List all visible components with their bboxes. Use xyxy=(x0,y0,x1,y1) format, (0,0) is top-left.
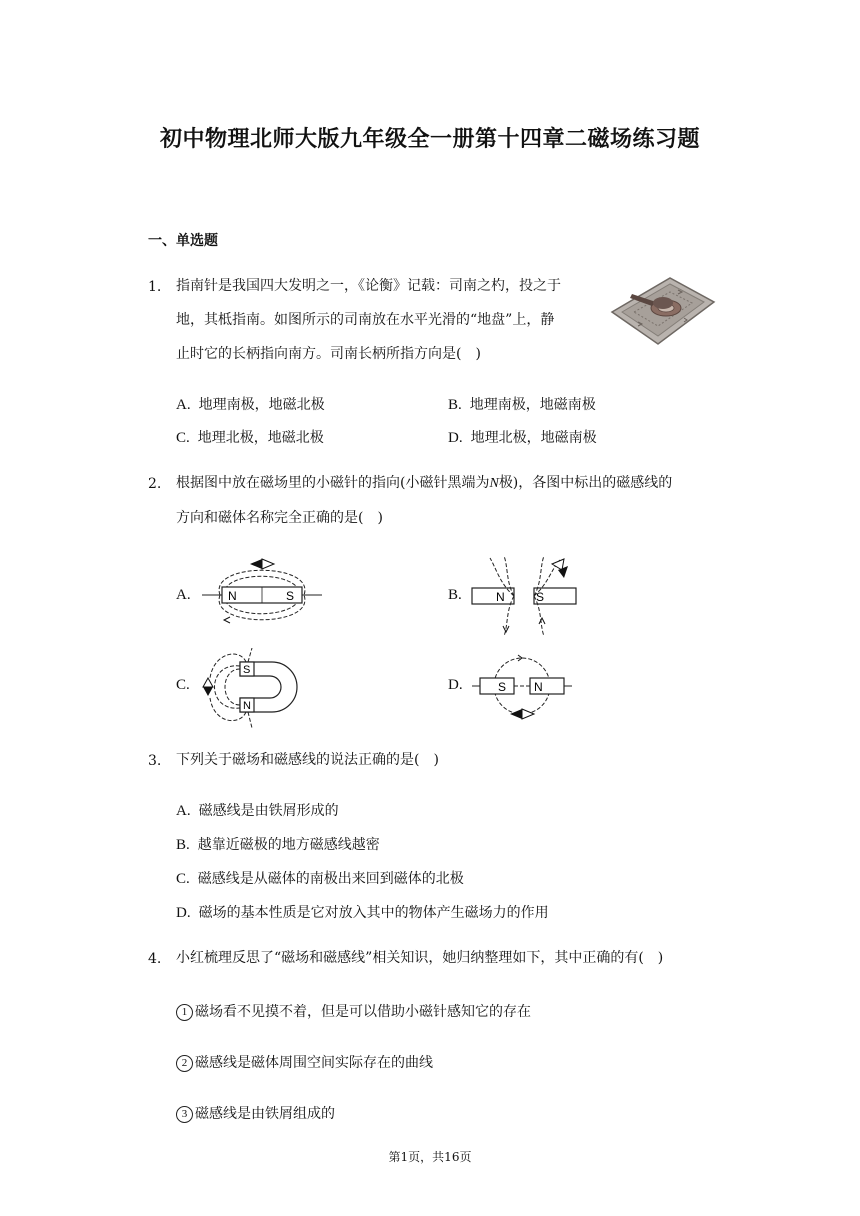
q1-number: 1. xyxy=(148,279,162,295)
option-letter: B. xyxy=(448,587,462,603)
magnet-s-label: S xyxy=(536,590,545,604)
q2-stem xyxy=(176,466,736,535)
q1-option-d[interactable] xyxy=(448,427,597,447)
q1-line: 地，其柢指南。如图所示的司南放在水平光滑的“地盘”上，静 xyxy=(176,312,555,328)
q2-line-2: 方向和磁体名称完全正确的是( ) xyxy=(176,510,383,526)
magnet-n-label: N xyxy=(496,590,505,604)
circled-number: 3 xyxy=(176,1106,193,1123)
magnet-s-label: S xyxy=(498,680,507,694)
q1-option-b[interactable] xyxy=(448,394,596,414)
q4-item-2 xyxy=(176,1052,433,1072)
q2-line-1 xyxy=(176,466,736,501)
option-letter: C. xyxy=(176,430,190,446)
n-pole-symbol: N xyxy=(489,476,499,491)
option-letter: C. xyxy=(176,677,190,693)
option-text: 地理南极，地磁南极 xyxy=(469,397,596,413)
q3-option-d[interactable] xyxy=(176,902,549,922)
q4-number: 4. xyxy=(148,951,162,967)
q1-line: 指南针是我国四大发明之一，《论衡》记载：司南之杓，投之于 xyxy=(176,278,561,294)
q2-number: 2. xyxy=(148,476,162,492)
q4-item-3 xyxy=(176,1103,335,1123)
sinan-compass-image xyxy=(608,272,716,354)
option-text: 磁感线是由铁屑形成的 xyxy=(198,803,339,819)
item-text: 磁感线是磁体周围空间实际存在的曲线 xyxy=(195,1055,433,1071)
item-text: 磁场看不见摸不着，但是可以借助小磁针感知它的存在 xyxy=(195,1004,531,1020)
q2-line-1-b: 极)，各图中标出的磁感线的 xyxy=(498,475,673,491)
option-letter: A. xyxy=(176,803,191,819)
circled-number: 1 xyxy=(176,1004,193,1021)
page-title: 初中物理北师大版九年级全一册第十四章二磁场练习题 xyxy=(159,127,700,152)
q3-option-c[interactable] xyxy=(176,868,464,888)
option-letter: C. xyxy=(176,871,190,887)
magnet-s-label: S xyxy=(286,589,295,603)
q1-line: 止时它的长柄指向南方。司南长柄所指方向是( ) xyxy=(176,346,481,362)
option-letter: A. xyxy=(176,397,191,413)
option-text: 地理北极，地磁北极 xyxy=(197,430,324,446)
magnet-n-label: N xyxy=(228,589,237,603)
q2-option-c[interactable] xyxy=(176,677,198,694)
q2-figure-b xyxy=(470,556,580,640)
q2-figure-d xyxy=(472,650,572,726)
option-letter: A. xyxy=(176,587,191,603)
q1-option-a[interactable] xyxy=(176,394,325,414)
q3-number: 3. xyxy=(148,753,162,769)
option-text: 磁场的基本性质是它对放入其中的物体产生磁场力的作用 xyxy=(198,905,549,921)
q3-option-b[interactable] xyxy=(176,834,380,854)
q2-option-d[interactable] xyxy=(448,677,471,694)
q3-option-a[interactable] xyxy=(176,800,339,820)
page-footer: 第1页，共16页 xyxy=(388,1150,472,1164)
item-text: 磁感线是由铁屑组成的 xyxy=(195,1106,335,1122)
option-letter: B. xyxy=(448,397,462,413)
q3-stem: 下列关于磁场和磁感线的说法正确的是( ) xyxy=(176,752,439,768)
option-text: 磁感线是从磁体的南极出来回到磁体的北极 xyxy=(197,871,464,887)
magnet-s-label: S xyxy=(243,664,251,676)
option-letter: D. xyxy=(448,677,463,693)
option-letter: D. xyxy=(176,905,191,921)
magnet-n-label: N xyxy=(243,700,251,712)
q1-option-c[interactable] xyxy=(176,427,324,447)
q2-figure-c xyxy=(200,648,310,732)
magnet-n-label: N xyxy=(534,680,543,694)
option-text: 越靠近磁极的地方磁感线越密 xyxy=(197,837,380,853)
q2-option-b[interactable] xyxy=(448,587,470,604)
q2-line-1-a: 根据图中放在磁场里的小磁针的指向(小磁针黑端为 xyxy=(176,475,490,491)
option-letter: D. xyxy=(448,430,463,446)
q2-option-a[interactable] xyxy=(176,587,199,604)
q1-stem xyxy=(176,269,606,371)
option-text: 地理北极，地磁南极 xyxy=(470,430,597,446)
circled-number: 2 xyxy=(176,1055,193,1072)
q4-item-1 xyxy=(176,1001,531,1021)
section-heading: 一、单选题 xyxy=(148,233,218,249)
option-text: 地理南极，地磁北极 xyxy=(198,397,325,413)
option-letter: B. xyxy=(176,837,190,853)
q2-figure-a xyxy=(200,556,325,638)
q4-stem: 小红梳理反思了“磁场和磁感线”相关知识，她归纳整理如下，其中正确的有( ) xyxy=(176,950,664,966)
